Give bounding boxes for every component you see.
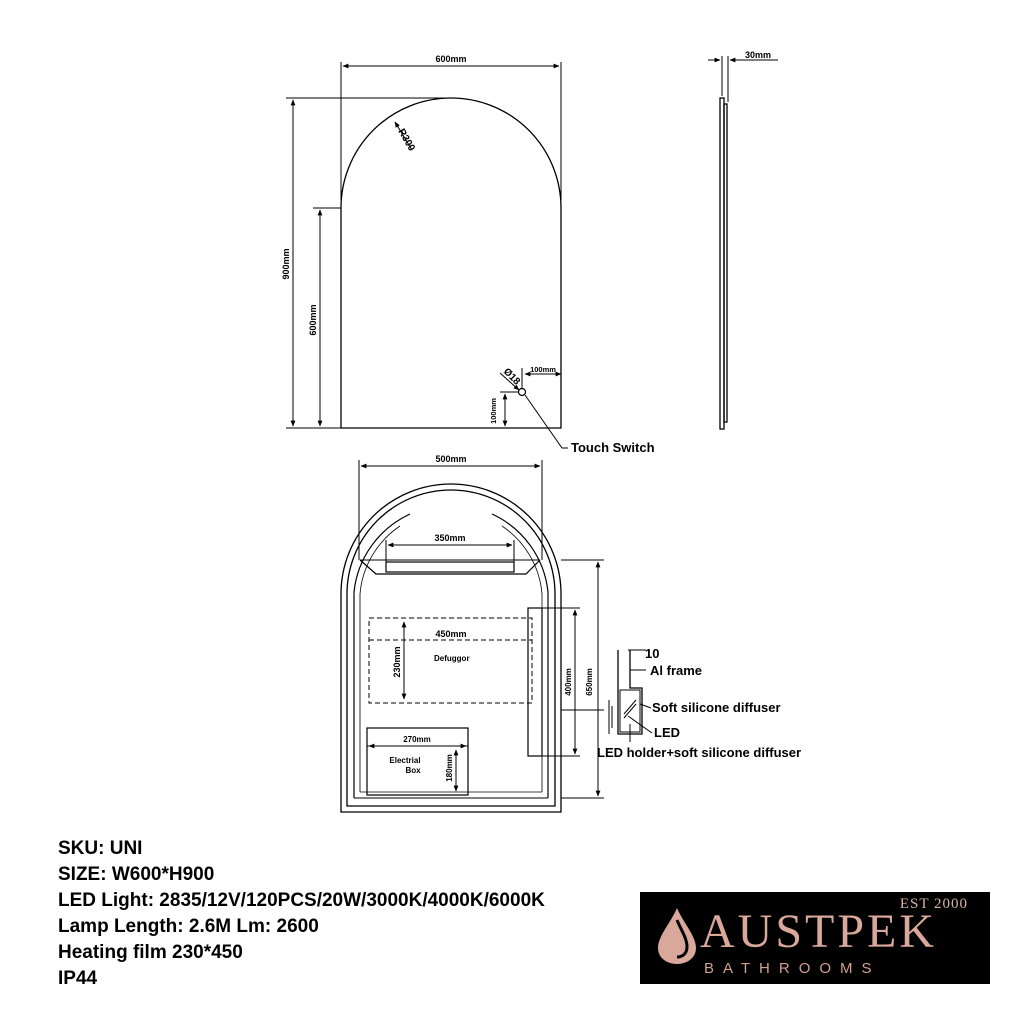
side-profile-back	[724, 104, 727, 422]
dim-400-height: 400mm	[564, 668, 573, 696]
profile-labels	[597, 646, 801, 760]
profile-num-10: 10	[645, 646, 660, 661]
water-drop-icon	[654, 906, 700, 966]
dim-350-width: 350mm	[434, 533, 466, 543]
top-bracket	[386, 562, 514, 572]
dim-500-width: 500mm	[435, 454, 467, 464]
dim-depth-30: 30mm	[745, 50, 772, 60]
led-label: LED	[654, 725, 680, 740]
dim-450-width: 450mm	[435, 629, 467, 639]
dim-offset-y: 100mm	[489, 398, 498, 424]
side-view	[708, 56, 778, 429]
spec-list	[58, 836, 545, 992]
dim-box-180: 180mm	[445, 754, 454, 782]
spec-sku: SKU: UNI	[58, 838, 143, 859]
logo-est: EST 2000	[899, 896, 968, 912]
touch-switch-dot	[519, 389, 526, 396]
electrical-box-label-line2: Box	[405, 766, 421, 775]
defogger-label: Defuggor	[434, 654, 470, 663]
mirror-outline	[341, 98, 561, 428]
rear-view	[341, 460, 604, 812]
logo-subtitle: BATHROOMS	[704, 960, 881, 977]
led-holder-label: LED holder+soft silicone diffuser	[597, 745, 802, 760]
dim-600-width: 600mm	[435, 54, 467, 64]
side-bracket	[528, 608, 542, 756]
dim-radius: R300	[395, 127, 417, 154]
dim-650-height: 650mm	[585, 668, 594, 696]
dim-230-height: 230mm	[392, 646, 402, 678]
electrical-box-label-line1: Electrial	[389, 756, 421, 765]
austpek-logo	[640, 892, 990, 984]
al-frame-label: Al frame	[650, 663, 703, 678]
dim-600-height: 600mm	[308, 304, 318, 336]
dim-900-height: 900mm	[281, 248, 291, 280]
dim-diameter: Ø18	[500, 366, 523, 388]
spec-size: SIZE: W600*H900	[58, 864, 215, 885]
front-view-labels	[281, 54, 655, 455]
front-view	[286, 62, 568, 448]
profile-detail	[609, 650, 652, 742]
soft-diffuser-label: Soft silicone diffuser	[652, 700, 781, 715]
spec-heating-film: Heating film 230*450	[58, 942, 243, 963]
touch-switch-label: Touch Switch	[571, 440, 655, 455]
dim-offset-x: 100mm	[530, 365, 556, 374]
spec-ip-rating: IP44	[58, 968, 98, 989]
spec-led-light: LED Light: 2835/12V/120PCS/20W/3000K/4000K/6000K	[58, 890, 545, 911]
logo-name: AUSTPEK	[700, 905, 938, 958]
dim-box-270: 270mm	[403, 735, 431, 744]
spec-lamp-length: Lamp Length: 2.6M Lm: 2600	[58, 916, 319, 937]
